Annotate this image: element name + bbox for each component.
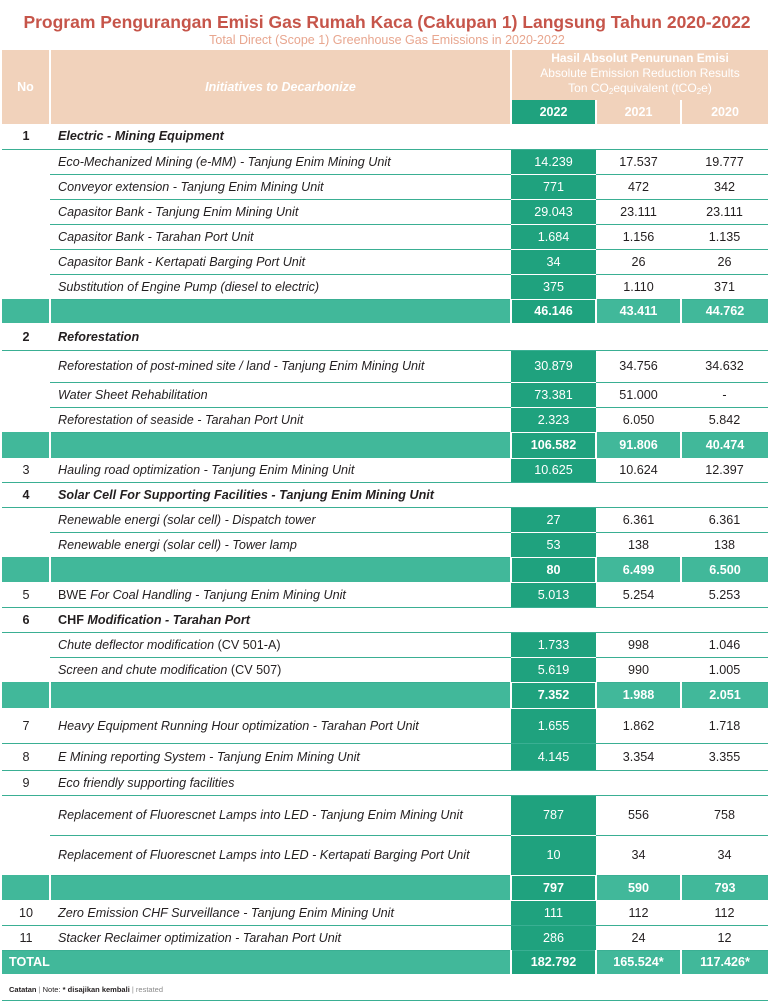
section-title: CHF Modification - Tarahan Port [50,607,511,632]
table-row: Capasitor Bank - Tanjung Enim Mining Unit 29.043 23.111 23.111 [2,199,768,224]
table-row: Screen and chute modification (CV 507) 5.619 990 1.005 [2,657,768,682]
table-row: 8 E Mining reporting System - Tanjung Enim Mining Unit 4.145 3.354 3.355 [2,743,768,770]
section-title: Reforestation [50,323,511,350]
section-title: Eco friendly supporting facilities [50,770,511,795]
section-row: 2 Reforestation [2,323,768,350]
year-2021: 2021 [596,100,681,124]
table-row: Renewable energi (solar cell) - Dispatch tower 27 6.361 6.361 [2,507,768,532]
section-row: 4 Solar Cell For Supporting Facilities - Tanjung Enim Mining Unit [2,482,768,507]
subtotal-row: 7.352 1.988 2.051 [2,682,768,708]
subtotal-row: 80 6.499 6.500 [2,557,768,582]
header-unit: Ton $CO_2equivalent$ (tCO$_2$e) [568,81,712,96]
page-subtitle: Total Direct (Scope 1) Greenhouse Gas Emissions in 2020-2022 [209,33,565,47]
table-row: Capasitor Bank - Kertapati Barging Port Unit 34 26 26 [2,249,768,274]
header-result-en: Absolute Emission Reduction Results [540,66,740,80]
table-row: Chute deflector modification (CV 501-A) 1.733 998 1.046 [2,632,768,657]
year-2022: 2022 [511,100,596,124]
table-row: Reforestation of post-mined site / land - Tanjung Enim Mining Unit 30.879 34.756 34.632 [2,350,768,382]
section-row: 6 CHF Modification - Tarahan Port [2,607,768,632]
total-row: TOTAL 182.792 165.524* 117.426* [2,950,768,974]
table-row: Conveyor extension - Tanjung Enim Mining Unit 771 472 342 [2,174,768,199]
section-row: 1 Electric - Mining Equipment [2,124,768,149]
subtotal-row: 797 590 793 [2,875,768,900]
table-row: 11 Stacker Reclaimer optimization - Tarahan Port Unit 286 24 12 [2,925,768,950]
table-row: 5 BWE For Coal Handling - Tanjung Enim Mining Unit 5.013 5.254 5.253 [2,582,768,607]
header-no: No [2,50,50,124]
year-2020: 2020 [681,100,768,124]
section-title: Electric - Mining Equipment [50,124,511,149]
subtotal-row: 46.146 43.411 44.762 [2,299,768,323]
section-title: Solar Cell For Supporting Facilities - Tanjung Enim Mining Unit [50,482,511,507]
emission-table [2,50,768,974]
table-row: Renewable energi (solar cell) - Tower lamp 53 138 138 [2,532,768,557]
header-results [511,50,768,100]
table-row: Reforestation of seaside - Tarahan Port Unit 2.323 6.050 5.842 [2,407,768,432]
table-header [2,50,768,100]
table-row: Capasitor Bank - Tarahan Port Unit 1.684 1.156 1.135 [2,224,768,249]
total-label: TOTAL [2,950,511,974]
table-row: Eco-Mechanized Mining (e-MM) - Tanjung Enim Mining Unit 14.239 17.537 19.777 [2,149,768,174]
footer-divider [2,1000,768,1001]
table-row: 10 Zero Emission CHF Surveillance - Tanjung Enim Mining Unit 111 112 112 [2,900,768,925]
header-initiatives: Initiatives to Decarbonize [50,50,511,124]
table-row: Water Sheet Rehabilitation 73.381 51.000 - [2,382,768,407]
table-row: Replacement of Fluorescnet Lamps into LED - Tanjung Enim Mining Unit 787 556 758 [2,795,768,835]
header-result-id: Hasil Absolut Penurunan Emisi [551,51,729,65]
table-row: 3 Hauling road optimization - Tanjung Enim Mining Unit 10.625 10.624 12.397 [2,458,768,482]
table-row: Substitution of Engine Pump (diesel to electric) 375 1.110 371 [2,274,768,299]
table-row: Replacement of Fluorescnet Lamps into LED - Kertapati Barging Port Unit 10 34 34 [2,835,768,875]
section-row: 9 Eco friendly supporting facilities [2,770,768,795]
subtotal-row: 106.582 91.806 40.474 [2,432,768,458]
page-title: Program Pengurangan Emisi Gas Rumah Kaca (Cakupan 1) Langsung Tahun 2020-2022 [23,12,751,32]
table-row: 7 Heavy Equipment Running Hour optimization - Tarahan Port Unit 1.655 1.862 1.718 [2,708,768,743]
footnote: Catatan | Note: * disajikan kembali | restated [9,985,164,994]
